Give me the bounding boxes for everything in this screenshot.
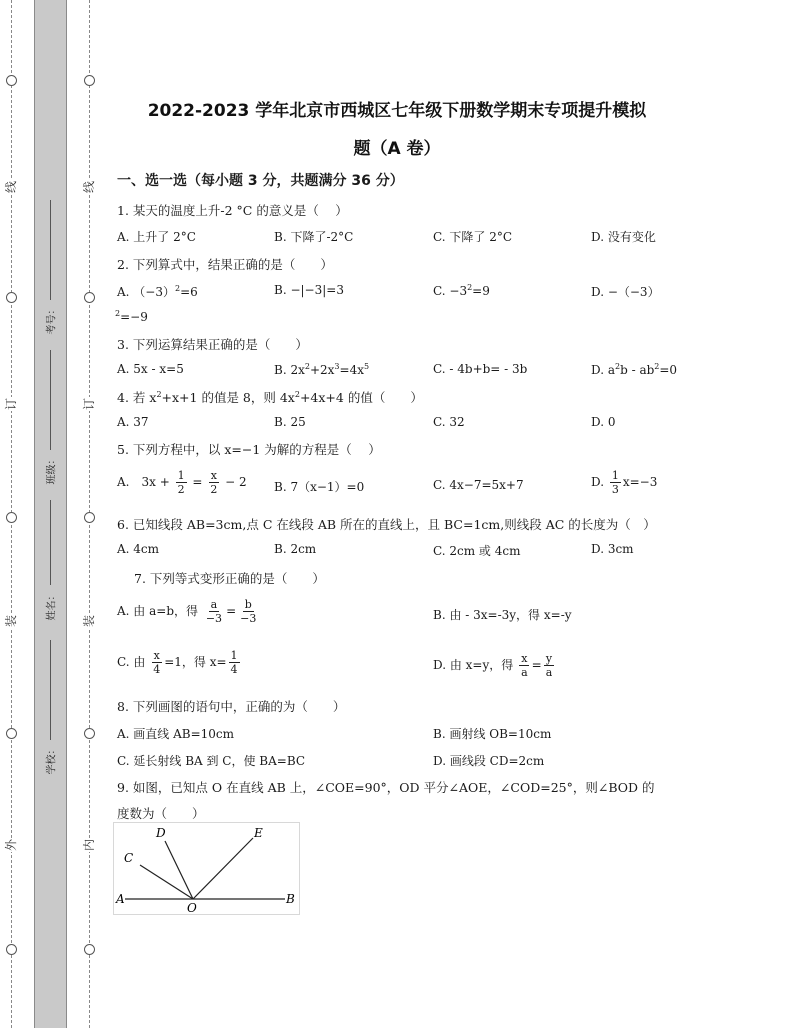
q4-option-a: A. 37 [117,415,149,429]
label-b: B [286,892,295,906]
binding-hole [84,944,95,955]
q4-option-b: B. 25 [274,415,306,429]
binding-hole [6,292,17,303]
outer-char-wai: 外 [4,839,18,852]
binding-hole [6,512,17,523]
page-title-line1: 2022-2023 学年北京市西城区七年级下册数学期末专项提升模拟 [147,101,647,121]
q3-option-d: D. $a^2b - ab^2=0$ [591,362,678,377]
question-2-stem: 2. 下列算式中，结果正确的是（ ） [117,257,333,272]
school-line [50,640,51,740]
q4-option-c: C. 32 [433,415,465,429]
q1-option-c: C. 下降了 2°C [433,230,513,244]
inner-char-ding: 订 [82,398,96,411]
label-d: D [156,826,166,840]
question-6-stem: 6. 已知线段 AB=3cm,点 C 在线段 AB 所在的直线上，且 BC=1cm,则线段 AC 的长度为（ ） [117,517,656,532]
q3-option-a: A. 5x - x=5 [117,362,184,376]
q3-option-c: C. - 4b+b= - 3b [433,362,528,376]
exam-number-field: 考号： [46,304,58,335]
q7-option-c: C. 由 $\frac{x}{4}$ =1，得 x= $\frac{1}{4}$ [117,649,238,676]
question-5-stem: 5. 下列方程中，以 x=−1 为解的方程是（ ） [117,442,381,457]
q2-option-c: C. $-3^2=9$ [433,283,490,298]
q6-option-d: D. 3cm [591,542,634,556]
angle-figure [113,822,301,916]
question-1-stem: 1. 某天的温度上升-2 °C 的意义是（ ） [117,203,348,218]
q2-option-d-continued: $^2$=−9 [115,309,148,324]
outer-char-xian: 线 [4,181,18,194]
binding-hole [6,944,17,955]
label-o: O [187,901,197,915]
label-a: A [116,892,125,906]
q7-option-b: B. 由 - 3x=-3y，得 x=-y [433,608,572,622]
inner-char-nei: 内 [82,839,96,852]
binding-hole [84,292,95,303]
question-9-stem-line1: 9. 如图，已知点 O 在直线 AB 上，∠COE=90°，OD 平分∠AOE，∠COD=25°，则∠BOD 的 [117,780,655,795]
q4-option-d: D. 0 [591,415,616,429]
question-7-stem: 7. 下列等式变形正确的是（ ） [134,571,325,586]
name-line [50,500,51,585]
binding-hole [84,75,95,86]
q2-option-d: D. −（−3） [591,285,660,299]
label-e: E [254,826,263,840]
q8-option-b: B. 画射线 OB=10cm [433,727,552,741]
page-title-line2: 题（A 卷） [353,139,441,159]
question-8-stem: 8. 下列画图的语句中，正确的为（ ） [117,699,346,714]
inner-char-xian: 线 [82,181,96,194]
section-heading: 一、选一选（每小题 3 分，共题满分 36 分） [117,173,404,189]
q8-option-d: D. 画线段 CD=2cm [433,754,545,768]
q1-option-a: A. 上升了 2°C [117,230,196,244]
q6-option-c: C. 2cm 或 4cm [433,544,521,558]
question-4-stem: 4. 若 $x^2+x+1$ 的值是 8，则 $4x^2+4x+4$ 的值（ ） [117,389,423,405]
q7-option-d: D. 由 x=y，得 $\frac{x}{a}$ = $\frac{y}{a}$ [433,652,553,679]
q3-option-b: B. $2x^2+2x^3=4x^5$ [274,362,370,377]
class-line [50,350,51,450]
q7-option-a: A. 由 a=b，得 $\frac{a}{-3}$ = $\frac{b}{-3}$ [117,598,257,625]
q5-option-a: A. 3x + $\frac{1}{2}$ = $\frac{x}{2}$ − 2 [117,469,247,496]
q8-option-a: A. 画直线 AB=10cm [117,727,235,741]
binding-hole [6,75,17,86]
class-field: 班级： [46,454,58,485]
label-c: C [124,851,134,865]
q1-option-b: B. 下降了-2°C [274,230,354,244]
q8-option-c: C. 延长射线 BA 到 C，使 BA=BC [117,754,306,768]
binding-hole [84,728,95,739]
exam-number-line [50,200,51,300]
q2-option-b: B. −|−3|=3 [274,283,344,297]
outer-char-zhuang: 装 [4,615,18,628]
q5-option-c: C. 4x−7=5x+7 [433,478,524,492]
binding-hole [6,728,17,739]
outer-char-ding: 订 [4,398,18,411]
binding-hole [84,512,95,523]
school-field: 学校： [46,744,58,775]
inner-char-zhuang: 装 [82,615,96,628]
question-3-stem: 3. 下列运算结果正确的是（ ） [117,337,308,352]
q5-option-b: B. 7（x−1）=0 [274,480,365,494]
q1-option-d: D. 没有变化 [591,230,656,244]
q2-option-a: A. $(-3)^2=6$ [117,284,198,299]
q6-option-a: A. 4cm [117,542,160,556]
name-field: 姓名： [46,590,58,621]
q5-option-d: D. $\frac{1}{3}$ x=−3 [591,469,658,496]
q6-option-b: B. 2cm [274,542,317,556]
figure-frame [114,823,300,915]
question-9-stem-line2: 度数为（ ） [117,806,205,821]
